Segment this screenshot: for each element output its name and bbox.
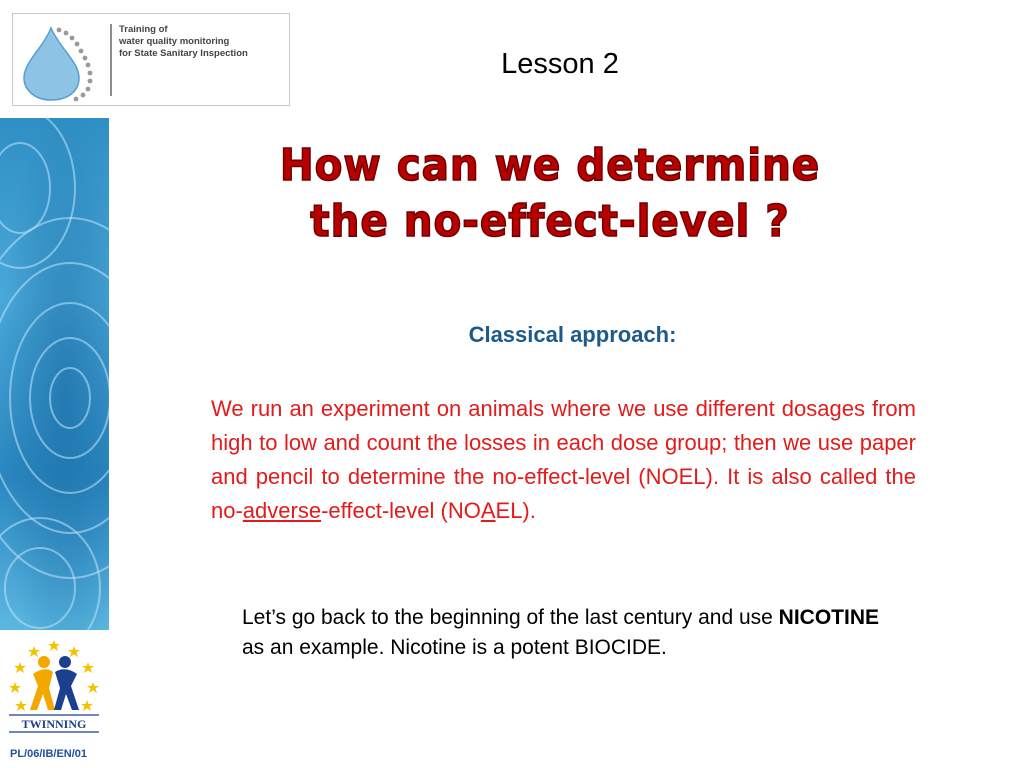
slide-title-line-1: How can we determine [279,140,821,191]
logo-divider [110,24,112,96]
nicotine-word: NICOTINE [778,606,879,629]
nicotine-text-end: as an example. Nicotine is a potent BIOCIDE. [242,636,667,659]
water-ripple-image [0,118,109,630]
logo-line-2: water quality monitoring [119,36,230,47]
adverse-letter: A [480,498,496,523]
lesson-label: Lesson 2 [501,48,619,80]
section-subheading: Classical approach: [468,322,677,347]
nicotine-paragraph [242,603,902,663]
nicotine-text-start: Let’s go back to the beginning of the last century and use [242,606,779,629]
experiment-text-middle: -effect-level (NO [321,498,481,523]
adverse-word: adverse [242,498,322,523]
experiment-paragraph [211,392,916,528]
logo-text [119,24,248,60]
experiment-text-start: We run an experiment on animals where we use different dosages from high to low and count the losses in each dose group; then we use paper and pencil to determine the no-effect-level (NOEL). It is also called the no- [211,396,916,523]
eu-stars-icon [9,640,99,711]
twinning-logo [3,636,105,736]
logo-line-1: Training of [119,24,168,35]
experiment-text-end: EL). [495,498,536,523]
footer-code: PL/06/IB/EN/01 [10,748,88,760]
twinning-label: TWINNING [21,717,87,731]
twinning-figures-icon [30,656,79,710]
program-logo [12,13,290,106]
water-drop-icon [21,20,111,102]
slide-title [182,138,918,250]
slide-title-line-2: the no-effect-level ? [310,196,790,247]
logo-line-3: for State Sanitary Inspection [119,48,248,59]
